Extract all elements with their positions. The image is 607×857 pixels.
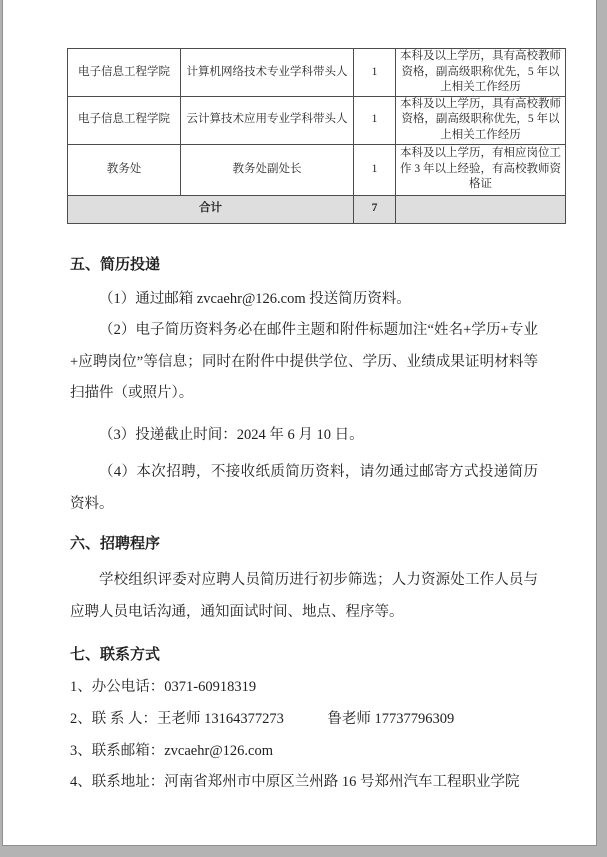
total-requirements-cell: [396, 195, 566, 223]
contact-office-phone: 1、办公电话：0371-60918319: [70, 679, 257, 695]
resume-item-3: （3）投递截止时间：2024 年 6 月 10 日。: [99, 427, 364, 443]
count-cell: 1: [354, 49, 396, 97]
table-row: [68, 96, 566, 144]
total-label-cell: 合计: [68, 195, 354, 223]
position-cell: 云计算技术应用专业学科带头人: [181, 96, 354, 144]
contact-persons: 2、联 系 人：王老师 13164377273 鲁老师 17737796309: [70, 711, 455, 727]
table-row: [68, 144, 566, 195]
resume-item-2: （2）电子简历资料务必在邮件主题和附件标题加注“姓名+学历+专业+应聘岗位”等信息；同时在附件中提供学位、学历、业绩成果证明材料等扫描件（或照片）。: [70, 322, 538, 401]
count-cell: 1: [354, 144, 396, 195]
position-cell: 计算机网络技术专业学科带头人: [181, 49, 354, 97]
requirements-cell: 本科及以上学历，有相应岗位工作 3 年以上经验，有高校教师资格证: [396, 144, 566, 195]
recruitment-positions-table: [67, 48, 566, 224]
contact-address: 4、联系地址：河南省郑州市中原区兰州路 16 号郑州汽车工程职业学院: [70, 774, 520, 790]
position-cell: 教务处副处长: [181, 144, 354, 195]
table-row: [68, 49, 566, 97]
resume-item-1: （1）通过邮箱 zvcaehr@126.com 投送简历资料。: [99, 291, 411, 307]
table-total-row: [68, 195, 566, 223]
section-heading-recruitment-procedure: 六、招聘程序: [70, 536, 161, 552]
document-page: [2, 0, 597, 846]
total-count-cell: 7: [354, 195, 396, 223]
resume-item-4: （4）本次招聘，不接收纸质简历资料，请勿通过邮寄方式投递简历资料。: [70, 464, 538, 512]
requirements-cell: 本科及以上学历，具有高校教师资格，副高级职称优先，5 年以上相关工作经历: [396, 96, 566, 144]
contact-email: 3、联系邮箱：zvcaehr@126.com: [70, 743, 274, 759]
count-cell: 1: [354, 96, 396, 144]
section-heading-resume-delivery: 五、简历投递: [70, 257, 161, 273]
procedure-paragraph: 学校组织评委对应聘人员简历进行初步筛选；人力资源处工作人员与应聘人员电话沟通，通知面试时间、地点、程序等。: [70, 572, 538, 620]
requirements-cell: 本科及以上学历，具有高校教师资格，副高级职称优先，5 年以上相关工作经历: [396, 49, 566, 97]
section-heading-contact-info: 七、联系方式: [70, 647, 161, 663]
dept-cell: 电子信息工程学院: [68, 96, 181, 144]
dept-cell: 教务处: [68, 144, 181, 195]
dept-cell: 电子信息工程学院: [68, 49, 181, 97]
